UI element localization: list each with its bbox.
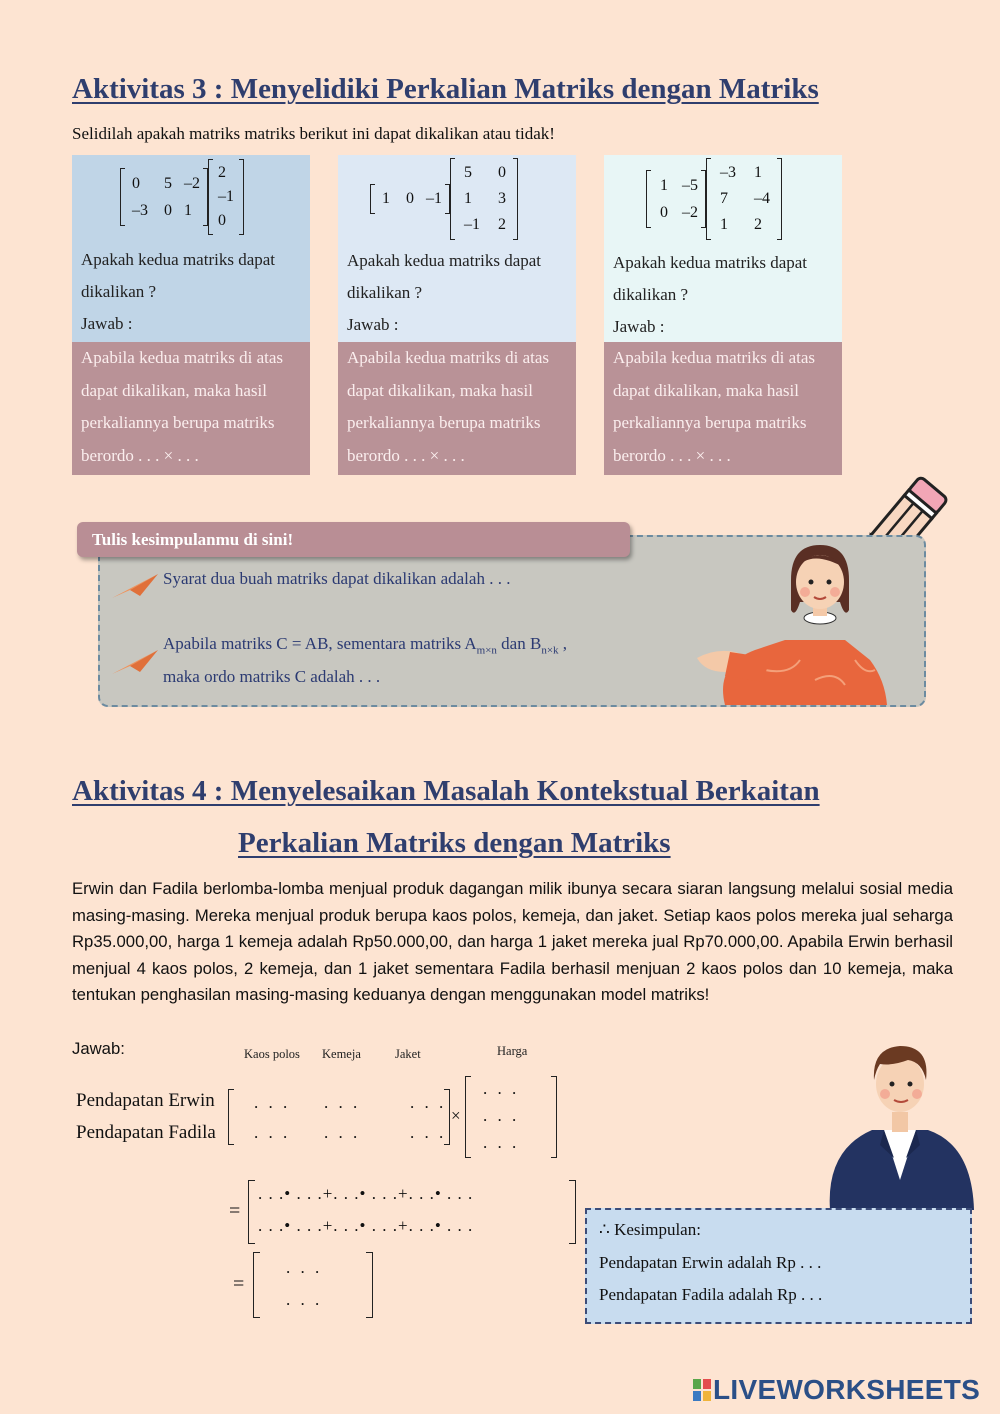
card-2-order[interactable]: berordo . . . × . . . — [347, 445, 465, 465]
answer-label: Jawab: — [72, 1039, 125, 1058]
price-label: Harga — [497, 1044, 528, 1058]
activity3-instruction: Selidilah apakah matriks matriks berikut ini dapat dikalikan atau tidak! — [72, 124, 555, 143]
expanded-row-erwin[interactable]: . . .• . . .+. . .• . . .+. . .• . . . — [258, 1184, 474, 1203]
card-1-matrix-a: 0 5 –2 –3 0 1 — [120, 168, 208, 226]
expanded-row-fadila[interactable]: . . .• . . .+. . .• . . .+. . .• . . . — [258, 1216, 474, 1235]
card-3-question-1: Apakah kedua matriks dapat — [613, 253, 808, 272]
result-fadila[interactable]: . . . — [286, 1290, 323, 1309]
card-1-answer-label[interactable]: Jawab : — [81, 314, 133, 333]
card-3-result: Apabila kedua matriks di atas dapat dikalikan, maka hasil perkaliannya berupa matriks berordo . . . × . . . — [604, 342, 842, 475]
kesimpulan-fadila[interactable]: Pendapatan Fadila adalah Rp . . . — [599, 1285, 823, 1304]
kesimpulan-erwin[interactable]: Pendapatan Erwin adalah Rp . . . — [599, 1253, 822, 1272]
activity4-title-line-2: Perkalian Matriks dengan Matriks — [238, 827, 671, 859]
conclusion-line-1[interactable]: Syarat dua buah matriks dapat dikalikan adalah . . . — [163, 569, 511, 588]
qty-erwin-jaket[interactable]: . . . — [410, 1093, 447, 1112]
conclusion-line-3[interactable]: maka ordo matriks C adalah . . . — [163, 667, 381, 686]
row-label-erwin: Pendapatan Erwin — [76, 1090, 215, 1111]
result-erwin[interactable]: . . . — [286, 1258, 323, 1277]
result-matrix — [253, 1252, 373, 1318]
card-3-matrices — [646, 158, 782, 240]
card-1-matrices — [120, 159, 244, 235]
row-label-fadila: Pendapatan Fadila — [76, 1122, 216, 1143]
conclusion-tab: Tulis kesimpulanmu di sini! — [77, 522, 630, 557]
card-2-matrix-a: 1 0 –1 — [370, 184, 450, 214]
quantity-matrix — [228, 1089, 450, 1145]
card-2 — [338, 155, 576, 346]
times-sign: × — [451, 1106, 461, 1125]
price-kemeja[interactable]: . . . — [483, 1106, 520, 1125]
paper-plane-icon — [110, 572, 160, 600]
card-3 — [604, 155, 842, 346]
price-jaket[interactable]: . . . — [483, 1133, 520, 1152]
card-1 — [72, 155, 310, 346]
card-1-question-1: Apakah kedua matriks dapat — [81, 250, 276, 269]
card-2-question-1: Apakah kedua matriks dapat — [347, 251, 542, 270]
col-label-jaket: Jaket — [395, 1047, 421, 1061]
card-2-matrices — [370, 158, 518, 240]
activity4-title-line-1: Aktivitas 4 : Menyelesaikan Masalah Kontekstual Berkaitan — [72, 775, 820, 807]
card-3-order[interactable]: berordo . . . × . . . — [613, 445, 731, 465]
activity3-title: Aktivitas 3 : Menyelidiki Perkalian Matriks dengan Matriks — [72, 73, 819, 105]
conclusion-line-2: Apabila matriks C = AB, sementara matriks $A_{m\times n}$ dan $B_{n\times k}$ , — [163, 634, 568, 657]
card-2-matrix-b: 5 0 1 3 –1 2 — [450, 158, 518, 240]
card-2-answer-label[interactable]: Jawab : — [347, 315, 399, 334]
card-1-order[interactable]: berordo . . . × . . . — [81, 445, 199, 465]
card-2-question-2: dikalikan ? — [347, 283, 423, 302]
card-1-result: Apabila kedua matriks di atas dapat dikalikan, maka hasil perkaliannya berupa matriks berordo . . . × . . . — [72, 342, 310, 475]
col-label-kemeja: Kemeja — [322, 1047, 361, 1061]
qty-fadila-jaket[interactable]: . . . — [410, 1123, 447, 1142]
expanded-matrix — [248, 1180, 576, 1244]
qty-erwin-kemeja[interactable]: . . . — [324, 1093, 361, 1112]
card-1-question-2: dikalikan ? — [81, 282, 157, 301]
qty-fadila-kemeja[interactable]: . . . — [324, 1123, 361, 1142]
kesimpulan-title: ∴ Kesimpulan: — [599, 1220, 701, 1239]
problem-paragraph: Erwin dan Fadila berlomba-lomba menjual produk dagangan milik ibunya secara siaran langsung melalui sosial media masing-masing. Mereka menjual produk berupa kaos polos, kemeja, dan jaket. Setiap kaos polos mereka jual seharga Rp35.000,00, harga 1 kemeja adalah Rp50.000,00, dan harga 1 jaket mereka jual Rp70.000,00. Apabila Erwin berhasil menjual 4 kaos polos, 2 kemeja, dan 1 jaket sementara Fadila berhasil menjuan 2 kaos polos dan 10 kemeja, maka tentukan penghasilan masing-masing keduanya dengan menggunakan model matriks! — [72, 879, 953, 1005]
price-kaos[interactable]: . . . — [483, 1079, 520, 1098]
card-3-question-2: dikalikan ? — [613, 285, 689, 304]
man-illustration — [822, 1030, 978, 1210]
card-1-matrix-b: 2 –1 0 — [208, 159, 244, 235]
qty-erwin-kaos[interactable]: . . . — [254, 1093, 291, 1112]
equals-sign-2: = — [233, 1273, 245, 1295]
paper-plane-icon — [110, 648, 160, 676]
kesimpulan-box — [585, 1208, 972, 1324]
card-2-result: Apabila kedua matriks di atas dapat dikalikan, maka hasil perkaliannya berupa matriks berordo . . . × . . . — [338, 342, 576, 475]
card-3-matrix-b: –3 1 7 –4 1 2 — [706, 158, 782, 240]
equals-sign-1: = — [229, 1200, 241, 1222]
col-label-kaos-polos: Kaos polos — [244, 1047, 300, 1061]
qty-fadila-kaos[interactable]: . . . — [254, 1123, 291, 1142]
liveworksheets-logo: LIVEWORKSHEETS — [693, 1374, 980, 1406]
card-3-answer-label[interactable]: Jawab : — [613, 317, 665, 336]
card-3-matrix-a: 1 –5 0 –2 — [646, 170, 706, 228]
price-matrix — [465, 1076, 557, 1158]
liveworksheets-icon — [693, 1376, 711, 1398]
teacher-girl-illustration — [695, 540, 895, 708]
